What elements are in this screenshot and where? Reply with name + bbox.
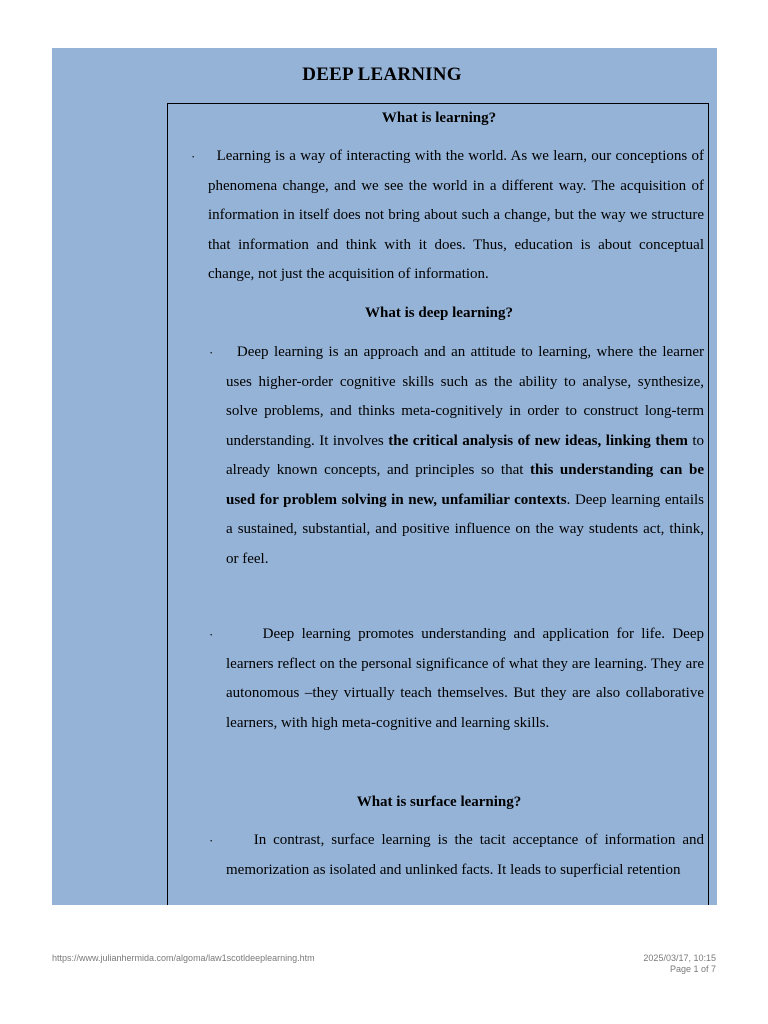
section-heading-deep-learning: What is deep learning? — [365, 305, 513, 321]
document-panel — [52, 48, 717, 905]
bullet-mark: · — [191, 149, 196, 164]
bullet-surface-learning — [209, 826, 704, 885]
text-run-bold: this understanding can be used for problem solving in new, unfamiliar contexts — [226, 462, 704, 508]
text-run: In contrast, surface learning is the tacit acceptance of information and memorization as isolated and unlinked facts. It leads to superficial retention — [226, 832, 704, 878]
section-heading-surface-learning: What is surface learning? — [356, 794, 522, 810]
section-heading-learning: What is learning? — [381, 110, 497, 126]
document-title: DEEP LEARNING — [302, 64, 462, 85]
footer-datetime: 2025/03/17, 10:15 — [643, 953, 716, 963]
bullet-text — [226, 626, 704, 731]
text-run: to already known concepts, and principles so that — [226, 432, 704, 478]
bullet-learning-definition — [191, 142, 704, 290]
text-run: Deep learning promotes understanding and application for life. Deep learners reflect on the personal significance of what they are learning. They are autonomous –they virtually teach themselves. But they are also collaborative learners, with high meta-cognitive and learning skills. — [226, 626, 704, 731]
text-run-bold: the critical analysis of new ideas, linking them — [388, 432, 688, 449]
bullet-text — [226, 832, 704, 878]
bullet-deep-learning-application — [209, 620, 704, 738]
text-run: . Deep learning entails a sustained, substantial, and positive influence on the way students act, think, or feel. — [226, 491, 704, 567]
bullet-mark: · — [209, 345, 214, 360]
content-box — [167, 103, 709, 905]
bullet-mark: · — [209, 627, 214, 642]
bullet-text — [208, 148, 704, 282]
footer-url: https://www.julianhermida.com/algoma/law1scotldeeplearning.htm — [52, 953, 315, 963]
bullet-mark: · — [209, 833, 214, 848]
bullet-deep-learning-approach — [209, 338, 704, 574]
text-run: Deep learning is an approach and an attitude to learning, where the learner uses higher-order cognitive skills such as the ability to analyse, synthesize, solve problems, and thinks meta-cognitively in order to construct long-term understanding. It involves — [226, 344, 704, 449]
bullet-text — [226, 344, 704, 567]
footer-page-number: Page 1 of 7 — [669, 964, 716, 974]
text-run: Learning is a way of interacting with the world. As we learn, our conceptions of phenomena change, and we see the world in a different way. The acquisition of information in itself does not bring about such a change, but the way we structure that information and think with it does. Thus, education is about conceptual change, not just the acquisition of information. — [208, 148, 704, 282]
footer-meta — [643, 953, 716, 975]
